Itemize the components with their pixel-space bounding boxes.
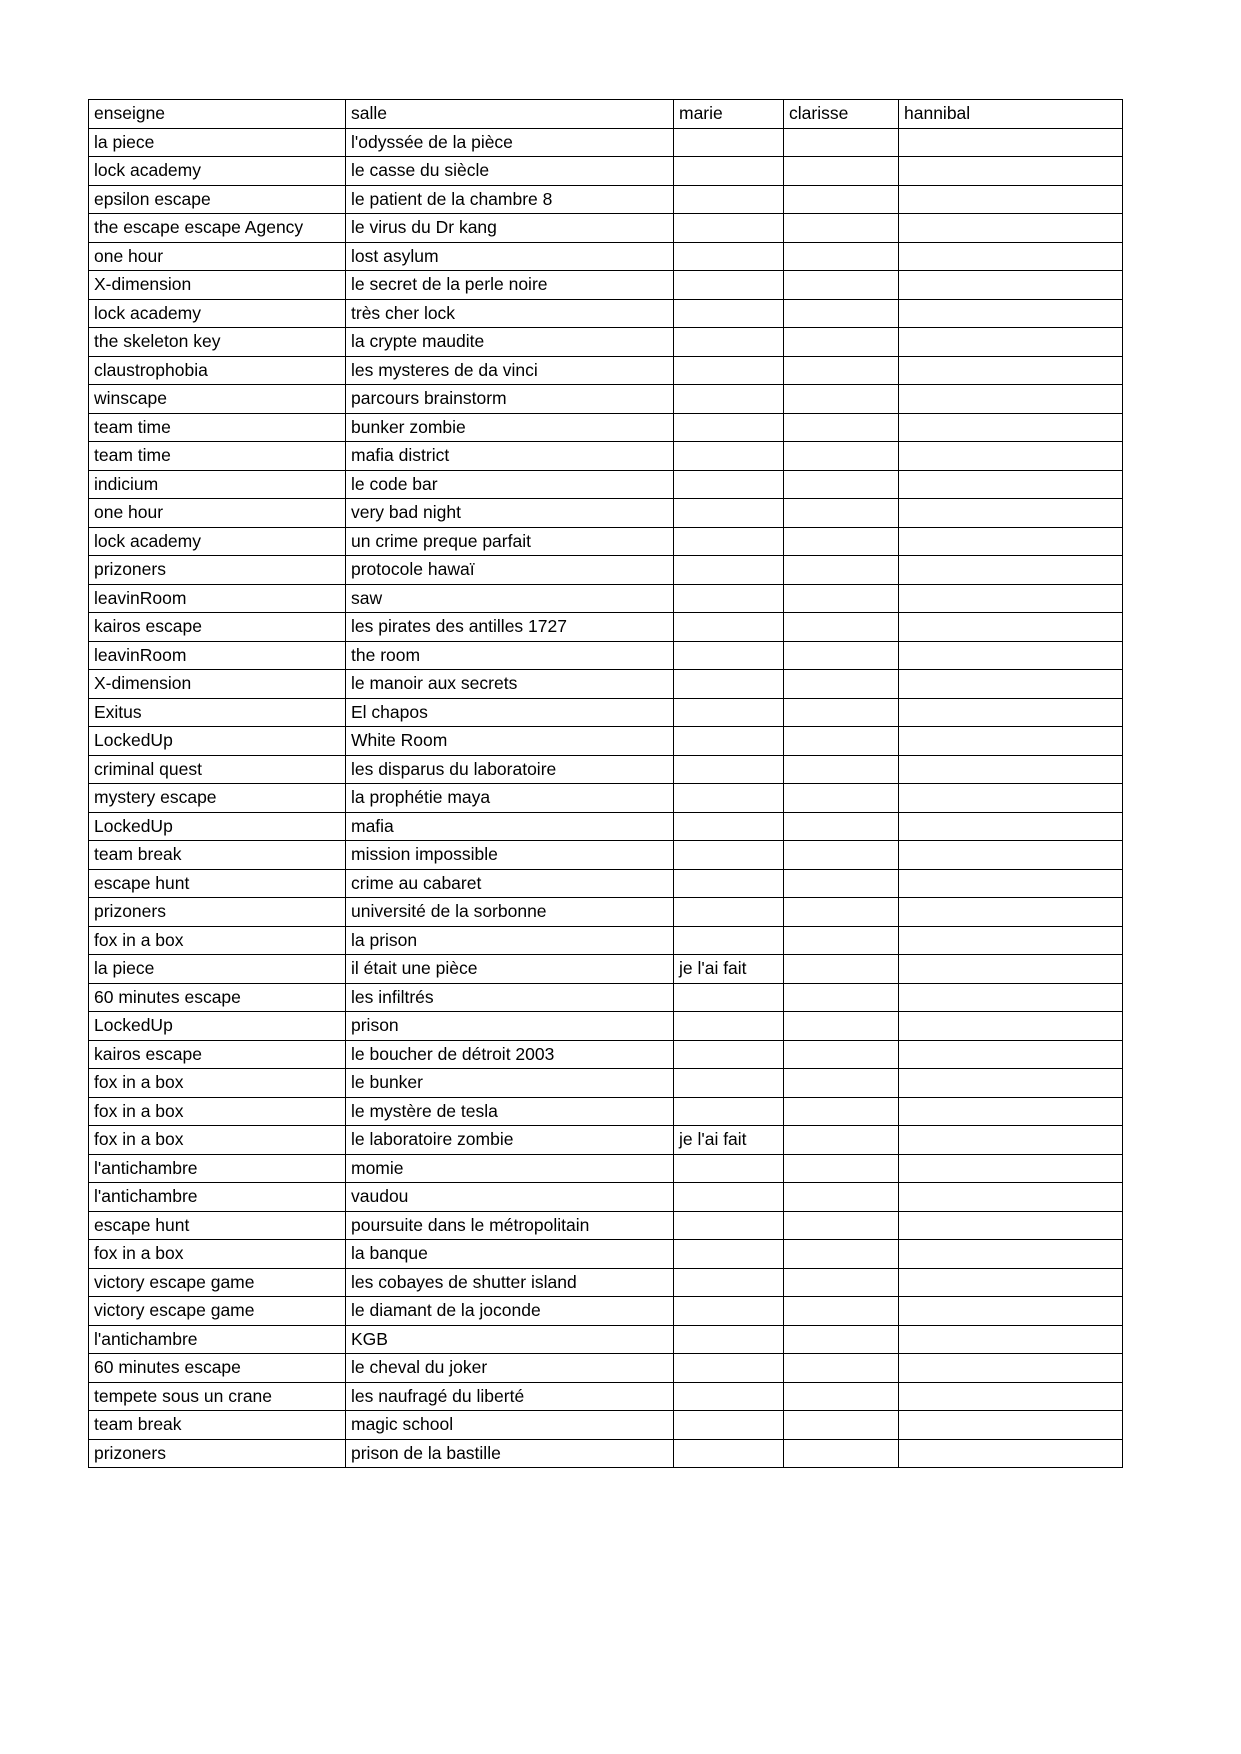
table-cell-enseigne: fox in a box [89, 1126, 346, 1155]
table-cell-enseigne: la piece [89, 128, 346, 157]
table-row [89, 926, 1123, 955]
table-cell-clarisse [784, 727, 899, 756]
table-cell-salle: lost asylum [346, 242, 674, 271]
table-cell-clarisse [784, 784, 899, 813]
table-cell-salle: parcours brainstorm [346, 385, 674, 414]
table-cell-hannibal [899, 214, 1123, 243]
table-cell-enseigne: 60 minutes escape [89, 1354, 346, 1383]
table-cell-marie [674, 784, 784, 813]
table-cell-marie [674, 556, 784, 585]
table-cell-enseigne: LockedUp [89, 727, 346, 756]
table-cell-clarisse [784, 1211, 899, 1240]
table-cell-marie: je l'ai fait [674, 955, 784, 984]
column-header-hannibal: hannibal [899, 100, 1123, 129]
column-header-marie: marie [674, 100, 784, 129]
table-cell-marie [674, 898, 784, 927]
table-cell-clarisse [784, 812, 899, 841]
table-cell-marie [674, 356, 784, 385]
table-row [89, 1126, 1123, 1155]
table-row [89, 1382, 1123, 1411]
table-cell-marie [674, 214, 784, 243]
table-row [89, 1097, 1123, 1126]
table-cell-clarisse [784, 442, 899, 471]
table-cell-hannibal [899, 1411, 1123, 1440]
table-row [89, 385, 1123, 414]
table-cell-clarisse [784, 869, 899, 898]
table-cell-salle: le casse du siècle [346, 157, 674, 186]
table-row [89, 1012, 1123, 1041]
table-cell-salle: mission impossible [346, 841, 674, 870]
table-cell-salle: le bunker [346, 1069, 674, 1098]
table-cell-marie [674, 1012, 784, 1041]
table-cell-clarisse [784, 527, 899, 556]
table-cell-clarisse [784, 1240, 899, 1269]
table-cell-hannibal [899, 812, 1123, 841]
table-cell-salle: poursuite dans le métropolitain [346, 1211, 674, 1240]
table-cell-clarisse [784, 1040, 899, 1069]
table-cell-marie [674, 1154, 784, 1183]
table-cell-hannibal [899, 955, 1123, 984]
table-cell-hannibal [899, 926, 1123, 955]
table-cell-enseigne: fox in a box [89, 1069, 346, 1098]
table-cell-enseigne: lock academy [89, 157, 346, 186]
table-cell-hannibal [899, 983, 1123, 1012]
table-cell-enseigne: epsilon escape [89, 185, 346, 214]
table-cell-salle: le mystère de tesla [346, 1097, 674, 1126]
table-cell-clarisse [784, 1439, 899, 1468]
table-cell-marie [674, 727, 784, 756]
table-cell-clarisse [784, 1411, 899, 1440]
table-row [89, 898, 1123, 927]
table-cell-enseigne: l'antichambre [89, 1183, 346, 1212]
table-cell-hannibal [899, 271, 1123, 300]
table-cell-marie [674, 641, 784, 670]
table-cell-salle: El chapos [346, 698, 674, 727]
table-cell-clarisse [784, 185, 899, 214]
table-cell-salle: les naufragé du liberté [346, 1382, 674, 1411]
table-cell-marie [674, 1297, 784, 1326]
table-cell-salle: la prison [346, 926, 674, 955]
table-cell-salle: crime au cabaret [346, 869, 674, 898]
table-row [89, 470, 1123, 499]
table-cell-enseigne: escape hunt [89, 1211, 346, 1240]
table-cell-salle: le code bar [346, 470, 674, 499]
table-cell-salle: protocole hawaï [346, 556, 674, 585]
table-cell-clarisse [784, 755, 899, 784]
table-cell-marie [674, 1240, 784, 1269]
table-cell-salle: bunker zombie [346, 413, 674, 442]
table-cell-enseigne: 60 minutes escape [89, 983, 346, 1012]
table-cell-marie [674, 470, 784, 499]
table-cell-enseigne: victory escape game [89, 1297, 346, 1326]
table-cell-hannibal [899, 584, 1123, 613]
table-cell-marie [674, 442, 784, 471]
table-cell-marie [674, 1097, 784, 1126]
table-cell-hannibal [899, 328, 1123, 357]
table-cell-hannibal [899, 442, 1123, 471]
table-cell-hannibal [899, 1126, 1123, 1155]
table-cell-hannibal [899, 470, 1123, 499]
table-row [89, 128, 1123, 157]
column-header-enseigne: enseigne [89, 100, 346, 129]
table-cell-marie [674, 983, 784, 1012]
table-cell-clarisse [784, 898, 899, 927]
table-cell-clarisse [784, 584, 899, 613]
table-cell-marie [674, 271, 784, 300]
table-cell-enseigne: LockedUp [89, 812, 346, 841]
table-row [89, 242, 1123, 271]
table-row [89, 556, 1123, 585]
table-cell-marie [674, 841, 784, 870]
table-cell-hannibal [899, 157, 1123, 186]
table-cell-salle: mafia district [346, 442, 674, 471]
table-cell-enseigne: escape hunt [89, 869, 346, 898]
table-cell-hannibal [899, 242, 1123, 271]
table-cell-salle: vaudou [346, 1183, 674, 1212]
table-row [89, 1154, 1123, 1183]
table-cell-marie [674, 157, 784, 186]
table-row [89, 214, 1123, 243]
table-cell-clarisse [784, 983, 899, 1012]
table-row [89, 812, 1123, 841]
table-cell-marie [674, 299, 784, 328]
table-cell-hannibal [899, 898, 1123, 927]
table-cell-enseigne: mystery escape [89, 784, 346, 813]
table-cell-enseigne: l'antichambre [89, 1154, 346, 1183]
table-row [89, 1240, 1123, 1269]
table-cell-marie [674, 1183, 784, 1212]
table-cell-marie [674, 670, 784, 699]
table-cell-hannibal [899, 1297, 1123, 1326]
table-cell-enseigne: team break [89, 1411, 346, 1440]
table-cell-hannibal [899, 727, 1123, 756]
table-cell-enseigne: tempete sous un crane [89, 1382, 346, 1411]
table-cell-hannibal [899, 1040, 1123, 1069]
table-cell-salle: le patient de la chambre 8 [346, 185, 674, 214]
table-cell-marie [674, 1268, 784, 1297]
table-row [89, 442, 1123, 471]
table-row [89, 1354, 1123, 1383]
column-header-clarisse: clarisse [784, 100, 899, 129]
table-cell-marie [674, 1354, 784, 1383]
table-cell-clarisse [784, 1069, 899, 1098]
table-row [89, 641, 1123, 670]
table-body [89, 128, 1123, 1468]
table-cell-hannibal [899, 356, 1123, 385]
table-cell-clarisse [784, 1154, 899, 1183]
table-cell-enseigne: team break [89, 841, 346, 870]
table-row [89, 499, 1123, 528]
table-cell-hannibal [899, 841, 1123, 870]
table-cell-enseigne: the escape escape Agency [89, 214, 346, 243]
table-row [89, 157, 1123, 186]
table-cell-salle: très cher lock [346, 299, 674, 328]
table-row [89, 983, 1123, 1012]
table-cell-hannibal [899, 613, 1123, 642]
table-cell-clarisse [784, 499, 899, 528]
table-cell-clarisse [784, 670, 899, 699]
escape-room-table [88, 99, 1123, 1468]
table-cell-salle: les infiltrés [346, 983, 674, 1012]
table-cell-clarisse [784, 1325, 899, 1354]
table-cell-enseigne: fox in a box [89, 926, 346, 955]
table-cell-salle: la banque [346, 1240, 674, 1269]
table-cell-marie [674, 1211, 784, 1240]
table-cell-salle: le virus du Dr kang [346, 214, 674, 243]
table-cell-clarisse [784, 1382, 899, 1411]
table-row [89, 727, 1123, 756]
table-cell-clarisse [784, 613, 899, 642]
table-header [89, 100, 1123, 129]
table-row [89, 356, 1123, 385]
table-cell-salle: les mysteres de da vinci [346, 356, 674, 385]
table-row [89, 1183, 1123, 1212]
table-cell-hannibal [899, 527, 1123, 556]
table-cell-hannibal [899, 1183, 1123, 1212]
table-cell-clarisse [784, 271, 899, 300]
table-cell-salle: the room [346, 641, 674, 670]
table-cell-clarisse [784, 328, 899, 357]
table-cell-clarisse [784, 698, 899, 727]
table-cell-enseigne: team time [89, 442, 346, 471]
table-row [89, 755, 1123, 784]
table-cell-salle: le laboratoire zombie [346, 1126, 674, 1155]
table-row [89, 271, 1123, 300]
table-cell-salle: le secret de la perle noire [346, 271, 674, 300]
table-row [89, 1268, 1123, 1297]
table-cell-clarisse [784, 356, 899, 385]
table-row [89, 1211, 1123, 1240]
table-cell-enseigne: LockedUp [89, 1012, 346, 1041]
table-cell-clarisse [784, 955, 899, 984]
table-cell-salle: prison [346, 1012, 674, 1041]
table-cell-enseigne: X-dimension [89, 670, 346, 699]
table-cell-hannibal [899, 1211, 1123, 1240]
table-cell-salle: mafia [346, 812, 674, 841]
table-cell-marie [674, 527, 784, 556]
table-cell-salle: le boucher de détroit 2003 [346, 1040, 674, 1069]
table-cell-clarisse [784, 1354, 899, 1383]
table-cell-marie [674, 1439, 784, 1468]
table-cell-enseigne: criminal quest [89, 755, 346, 784]
table-cell-clarisse [784, 470, 899, 499]
table-row [89, 670, 1123, 699]
table-row [89, 1297, 1123, 1326]
table-cell-clarisse [784, 157, 899, 186]
spreadsheet-table-wrapper [88, 99, 1122, 1468]
table-cell-salle: il était une pièce [346, 955, 674, 984]
table-cell-marie [674, 1411, 784, 1440]
table-row [89, 841, 1123, 870]
table-cell-enseigne: Exitus [89, 698, 346, 727]
table-cell-enseigne: lock academy [89, 527, 346, 556]
table-cell-salle: momie [346, 1154, 674, 1183]
table-cell-marie [674, 499, 784, 528]
table-row [89, 299, 1123, 328]
table-cell-hannibal [899, 1012, 1123, 1041]
table-cell-hannibal [899, 1439, 1123, 1468]
table-cell-enseigne: lock academy [89, 299, 346, 328]
table-cell-enseigne: l'antichambre [89, 1325, 346, 1354]
table-cell-salle: very bad night [346, 499, 674, 528]
table-cell-marie [674, 413, 784, 442]
table-cell-clarisse [784, 1183, 899, 1212]
table-cell-hannibal [899, 670, 1123, 699]
table-header-row [89, 100, 1123, 129]
table-cell-hannibal [899, 1154, 1123, 1183]
table-row [89, 698, 1123, 727]
table-cell-marie [674, 698, 784, 727]
table-cell-enseigne: la piece [89, 955, 346, 984]
table-cell-salle: un crime preque parfait [346, 527, 674, 556]
table-cell-enseigne: fox in a box [89, 1097, 346, 1126]
table-cell-hannibal [899, 1240, 1123, 1269]
table-cell-hannibal [899, 128, 1123, 157]
table-cell-clarisse [784, 385, 899, 414]
table-cell-salle: université de la sorbonne [346, 898, 674, 927]
table-cell-clarisse [784, 214, 899, 243]
table-cell-salle: White Room [346, 727, 674, 756]
table-cell-clarisse [784, 413, 899, 442]
table-row [89, 955, 1123, 984]
table-cell-marie [674, 385, 784, 414]
table-cell-clarisse [784, 556, 899, 585]
table-cell-marie [674, 1325, 784, 1354]
table-cell-enseigne: prizoners [89, 556, 346, 585]
table-row [89, 784, 1123, 813]
table-cell-clarisse [784, 1268, 899, 1297]
table-cell-hannibal [899, 385, 1123, 414]
table-cell-salle: la prophétie maya [346, 784, 674, 813]
table-cell-marie [674, 812, 784, 841]
table-cell-hannibal [899, 1354, 1123, 1383]
table-cell-marie [674, 755, 784, 784]
table-cell-enseigne: winscape [89, 385, 346, 414]
table-cell-enseigne: one hour [89, 499, 346, 528]
table-cell-salle: prison de la bastille [346, 1439, 674, 1468]
table-cell-marie [674, 128, 784, 157]
table-row [89, 584, 1123, 613]
table-cell-marie [674, 328, 784, 357]
table-row [89, 185, 1123, 214]
table-cell-hannibal [899, 641, 1123, 670]
table-cell-enseigne: leavinRoom [89, 584, 346, 613]
table-cell-hannibal [899, 1325, 1123, 1354]
table-cell-hannibal [899, 556, 1123, 585]
table-cell-clarisse [784, 128, 899, 157]
table-cell-marie: je l'ai fait [674, 1126, 784, 1155]
table-row [89, 1040, 1123, 1069]
table-cell-clarisse [784, 1126, 899, 1155]
table-cell-marie [674, 1382, 784, 1411]
table-cell-salle: la crypte maudite [346, 328, 674, 357]
table-cell-marie [674, 926, 784, 955]
table-cell-clarisse [784, 641, 899, 670]
table-cell-clarisse [784, 299, 899, 328]
table-cell-hannibal [899, 755, 1123, 784]
table-cell-hannibal [899, 499, 1123, 528]
table-cell-hannibal [899, 185, 1123, 214]
table-cell-clarisse [784, 1297, 899, 1326]
table-cell-clarisse [784, 1012, 899, 1041]
table-cell-marie [674, 1069, 784, 1098]
table-row [89, 1069, 1123, 1098]
table-cell-hannibal [899, 299, 1123, 328]
table-cell-marie [674, 584, 784, 613]
table-cell-enseigne: one hour [89, 242, 346, 271]
table-cell-marie [674, 242, 784, 271]
table-cell-salle: KGB [346, 1325, 674, 1354]
table-cell-hannibal [899, 698, 1123, 727]
table-cell-salle: les pirates des antilles 1727 [346, 613, 674, 642]
table-cell-salle: le diamant de la joconde [346, 1297, 674, 1326]
table-row [89, 869, 1123, 898]
table-cell-enseigne: kairos escape [89, 613, 346, 642]
table-cell-salle: le manoir aux secrets [346, 670, 674, 699]
table-row [89, 1411, 1123, 1440]
table-cell-salle: saw [346, 584, 674, 613]
table-cell-marie [674, 613, 784, 642]
table-cell-enseigne: prizoners [89, 898, 346, 927]
table-cell-hannibal [899, 1268, 1123, 1297]
table-cell-hannibal [899, 1069, 1123, 1098]
table-cell-enseigne: victory escape game [89, 1268, 346, 1297]
table-cell-clarisse [784, 926, 899, 955]
table-cell-hannibal [899, 1097, 1123, 1126]
table-cell-marie [674, 1040, 784, 1069]
table-cell-salle: les disparus du laboratoire [346, 755, 674, 784]
table-row [89, 1439, 1123, 1468]
table-cell-enseigne: X-dimension [89, 271, 346, 300]
table-row [89, 1325, 1123, 1354]
table-cell-enseigne: fox in a box [89, 1240, 346, 1269]
table-cell-hannibal [899, 413, 1123, 442]
table-cell-enseigne: prizoners [89, 1439, 346, 1468]
table-row [89, 613, 1123, 642]
column-header-salle: salle [346, 100, 674, 129]
table-cell-hannibal [899, 1382, 1123, 1411]
table-row [89, 527, 1123, 556]
table-cell-clarisse [784, 242, 899, 271]
table-cell-enseigne: kairos escape [89, 1040, 346, 1069]
table-cell-marie [674, 869, 784, 898]
table-cell-enseigne: team time [89, 413, 346, 442]
table-cell-clarisse [784, 841, 899, 870]
table-cell-clarisse [784, 1097, 899, 1126]
table-cell-enseigne: indicium [89, 470, 346, 499]
table-cell-hannibal [899, 784, 1123, 813]
table-cell-salle: magic school [346, 1411, 674, 1440]
table-cell-marie [674, 185, 784, 214]
table-cell-salle: l'odyssée de la pièce [346, 128, 674, 157]
table-cell-salle: les cobayes de shutter island [346, 1268, 674, 1297]
table-cell-enseigne: claustrophobia [89, 356, 346, 385]
table-cell-enseigne: leavinRoom [89, 641, 346, 670]
table-row [89, 413, 1123, 442]
table-cell-hannibal [899, 869, 1123, 898]
table-cell-enseigne: the skeleton key [89, 328, 346, 357]
table-row [89, 328, 1123, 357]
table-cell-salle: le cheval du joker [346, 1354, 674, 1383]
